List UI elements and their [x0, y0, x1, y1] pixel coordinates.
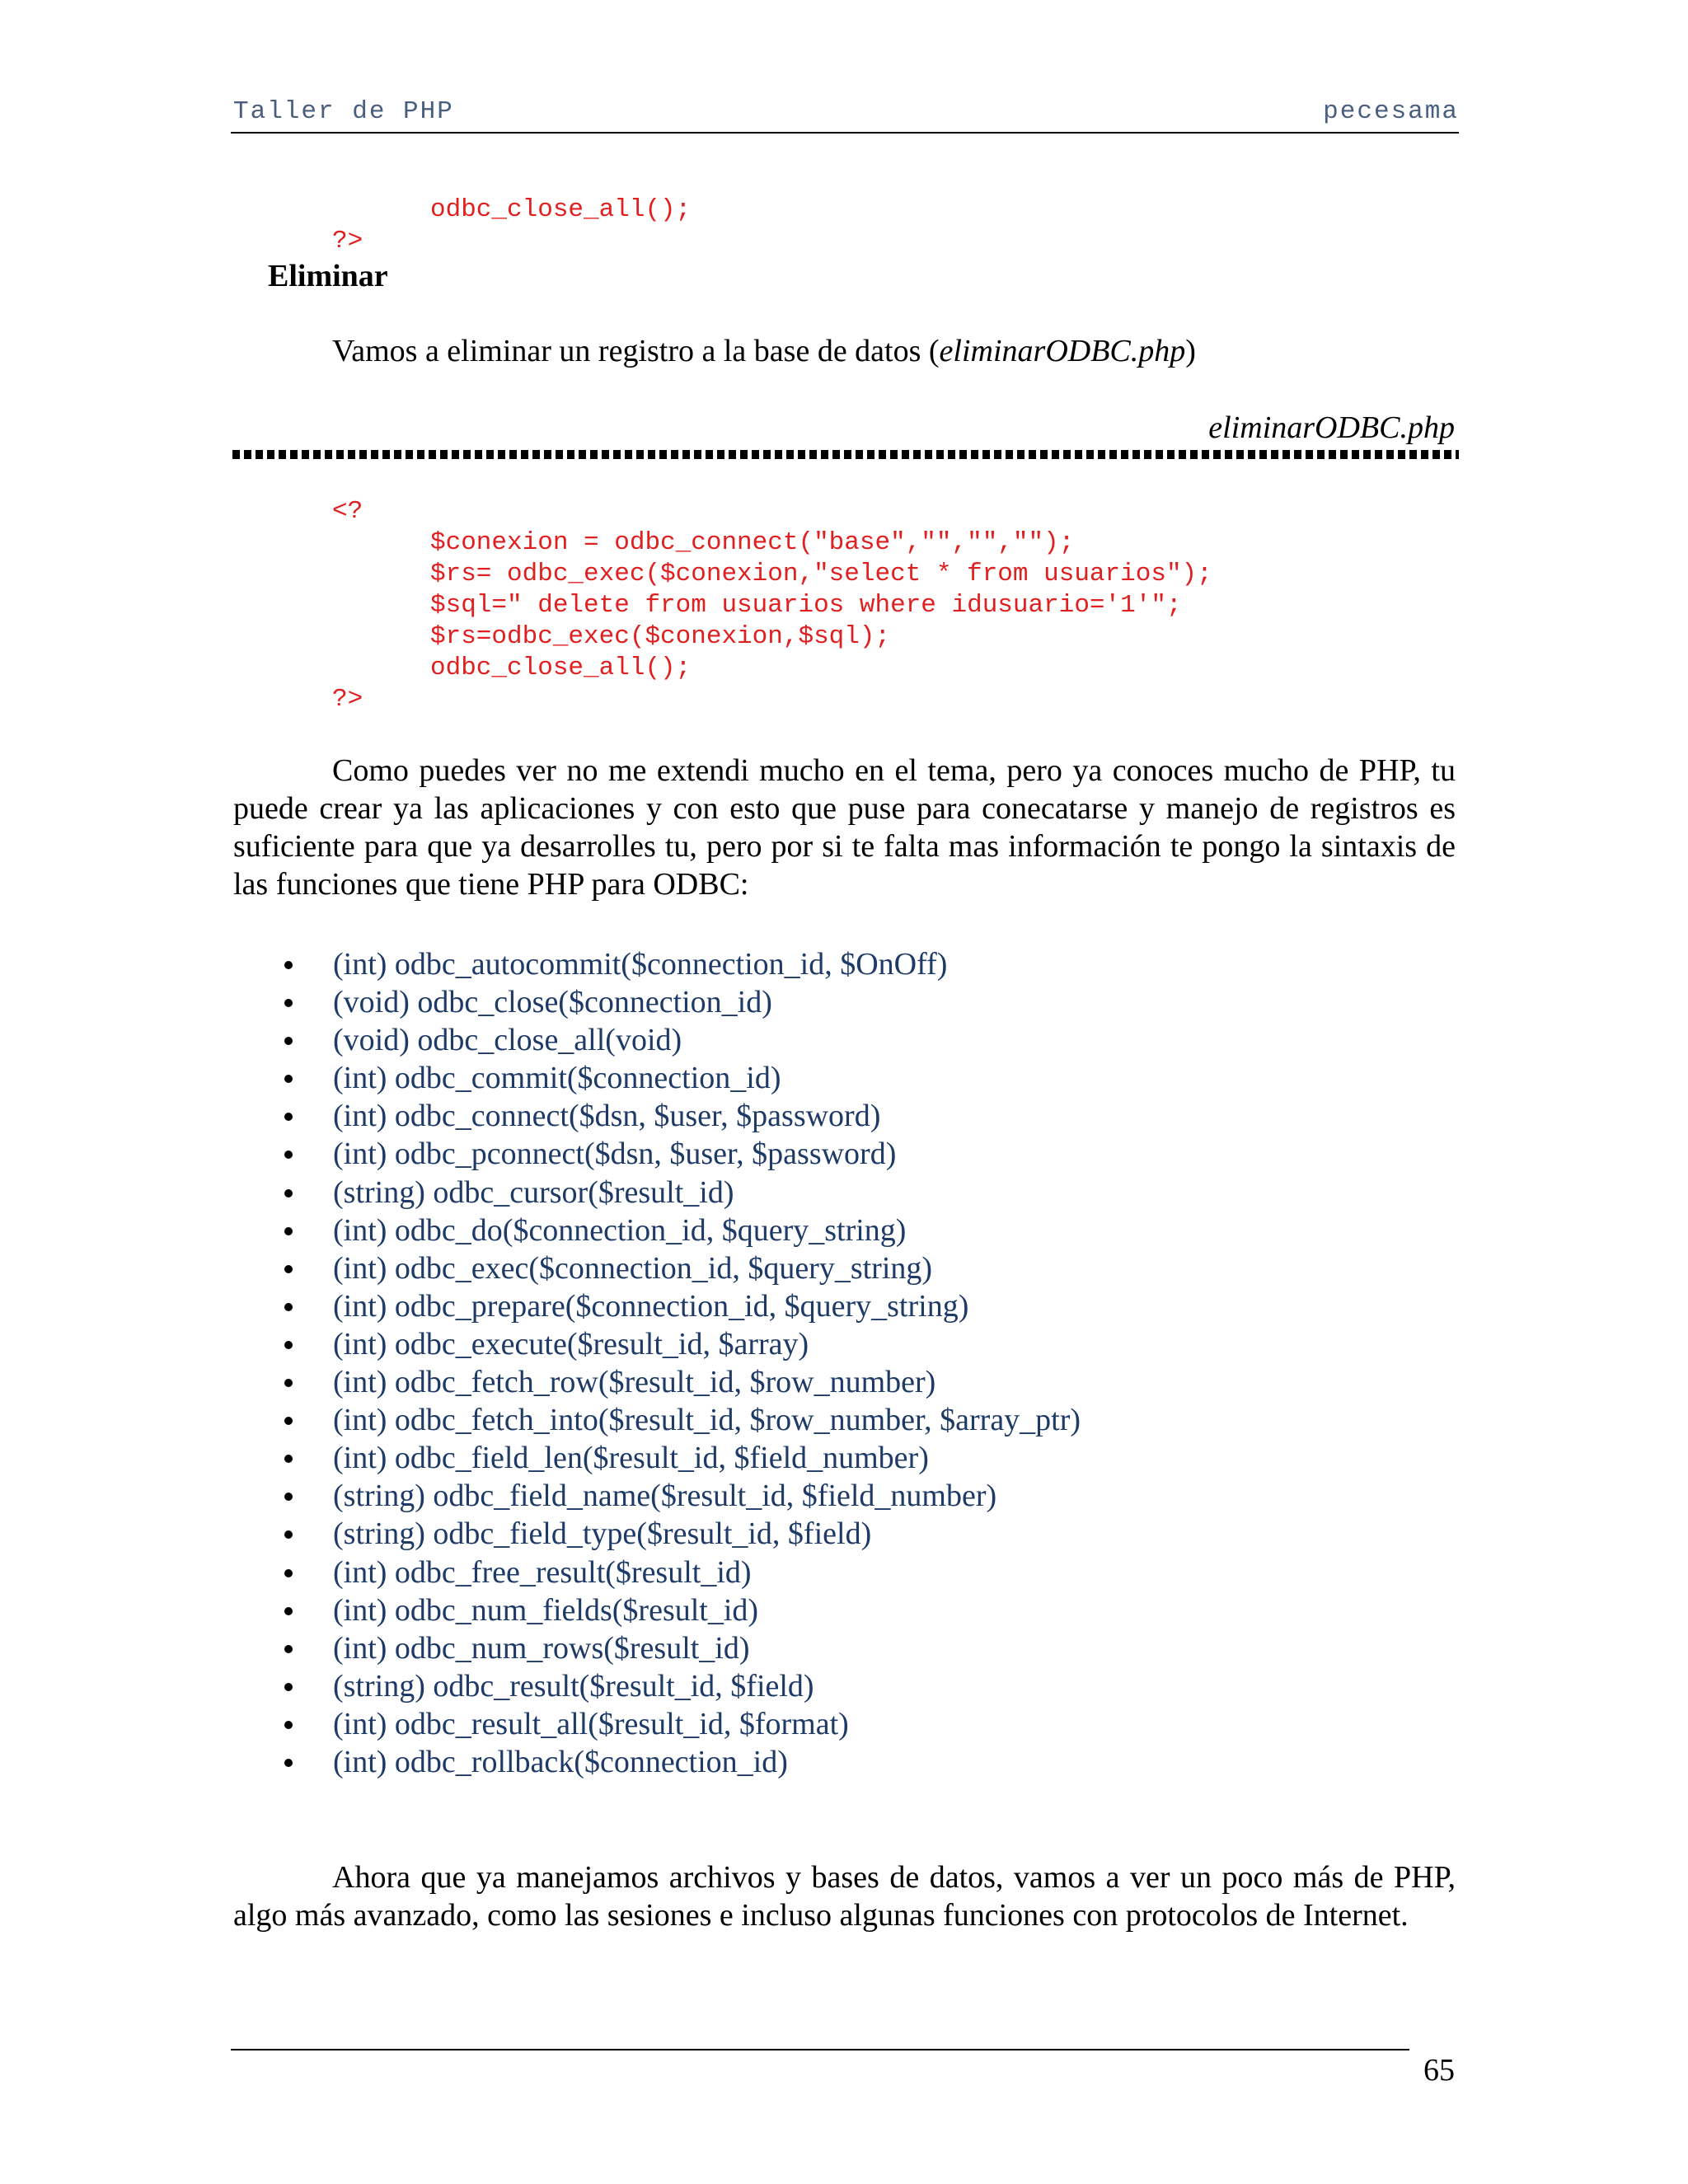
list-item: (int) odbc_do($connection_id, $query_string) — [284, 1212, 1081, 1249]
code-line: $rs= odbc_exec($conexion,"select * from usuarios"); — [430, 560, 1212, 588]
intro-filename: eliminarODBC.php — [939, 334, 1186, 368]
code-file-label: eliminarODBC.php — [1208, 410, 1455, 445]
list-item: (int) odbc_num_rows($result_id) — [284, 1629, 1081, 1667]
list-item: (int) odbc_num_fields($result_id) — [284, 1591, 1081, 1629]
code-line: ?> — [332, 227, 363, 255]
list-item: (int) odbc_fetch_into($result_id, $row_number, $array_ptr) — [284, 1401, 1081, 1439]
code-line: odbc_close_all(); — [430, 654, 692, 682]
function-list — [284, 945, 1081, 1781]
footer-divider — [231, 2049, 1409, 2050]
code-line: $rs=odbc_exec($conexion,$sql); — [430, 622, 891, 651]
code-block-divider — [232, 450, 1459, 459]
code-line: <? — [332, 497, 363, 526]
header-author: pecesama — [1323, 97, 1459, 126]
list-item: (int) odbc_free_result($result_id) — [284, 1554, 1081, 1591]
code-line: odbc_close_all(); — [430, 195, 692, 224]
intro-text — [332, 333, 1196, 369]
list-item: (string) odbc_cursor($result_id) — [284, 1174, 1081, 1212]
list-item: (int) odbc_commit($connection_id) — [284, 1059, 1081, 1097]
paragraph: Como puedes ver no me extendi mucho en el tema, pero ya conoces mucho de PHP, tu puede crear ya las aplicaciones y con esto que puse para conecatarse y manejo de registros es suficiente para que ya desarrolles tu, pero por si te falta mas información te pongo la sintaxis de las funciones que tiene PHP para ODBC: — [233, 753, 1456, 902]
list-item: (string) odbc_field_type($result_id, $field) — [284, 1515, 1081, 1553]
list-item: (int) odbc_rollback($connection_id) — [284, 1743, 1081, 1781]
header-divider — [231, 132, 1459, 134]
list-item: (int) odbc_connect($dsn, $user, $password) — [284, 1097, 1081, 1135]
list-item: (int) odbc_execute($result_id, $array) — [284, 1325, 1081, 1363]
list-item: (void) odbc_close($connection_id) — [284, 983, 1081, 1021]
list-item: (int) odbc_result_all($result_id, $format) — [284, 1705, 1081, 1743]
page-number: 65 — [1423, 2053, 1455, 2088]
intro-text-end: ) — [1185, 334, 1196, 368]
list-item: (int) odbc_field_len($result_id, $field_number) — [284, 1439, 1081, 1477]
header-title: Taller de PHP — [233, 97, 454, 126]
list-item: (void) odbc_close_all(void) — [284, 1021, 1081, 1059]
code-line: $sql=" delete from usuarios where idusuario='1'"; — [430, 591, 1182, 620]
code-line: $conexion = odbc_connect("base","","",""); — [430, 528, 1075, 557]
paragraph: Ahora que ya manejamos archivos y bases de datos, vamos a ver un poco más de PHP, algo más avanzado, como las sesiones e incluso algunas funciones con protocolos de Internet. — [233, 1860, 1456, 1933]
list-item: (int) odbc_fetch_row($result_id, $row_number) — [284, 1363, 1081, 1401]
list-item: (int) odbc_autocommit($connection_id, $OnOff) — [284, 945, 1081, 983]
list-item: (string) odbc_field_name($result_id, $field_number) — [284, 1477, 1081, 1515]
code-line: ?> — [332, 685, 363, 714]
intro-text-start: Vamos a eliminar un registro a la base de datos ( — [332, 334, 940, 368]
list-item: (int) odbc_exec($connection_id, $query_string) — [284, 1249, 1081, 1287]
list-item: (int) odbc_pconnect($dsn, $user, $password) — [284, 1135, 1081, 1173]
list-item: (int) odbc_prepare($connection_id, $query_string) — [284, 1287, 1081, 1325]
section-heading: Eliminar — [268, 259, 388, 293]
list-item: (string) odbc_result($result_id, $field) — [284, 1667, 1081, 1705]
